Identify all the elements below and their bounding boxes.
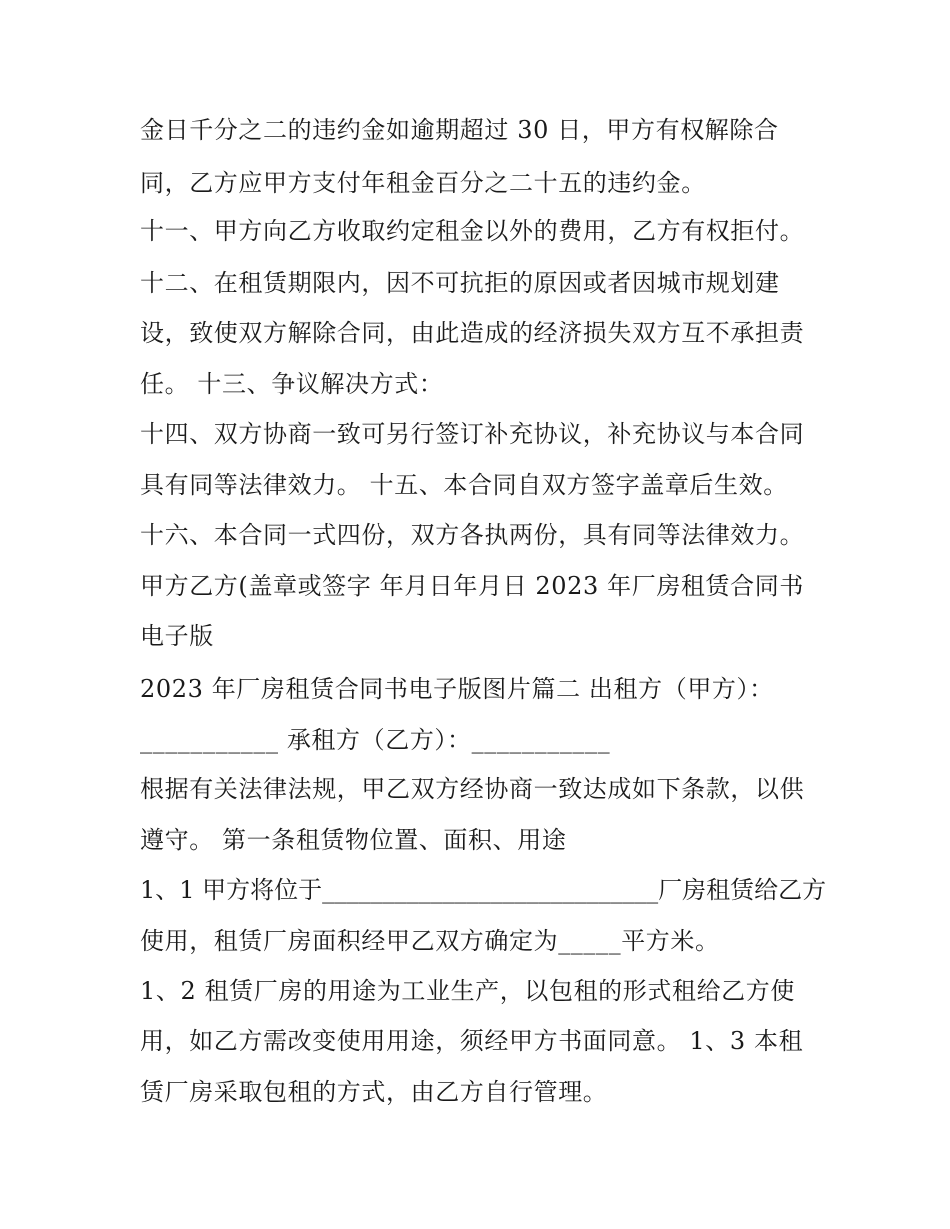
text-line: 赁厂房采取包租的方式，由乙方自行管理。 [140, 1078, 608, 1106]
text-line: 同，乙方应甲方支付年租金百分之二十五的违约金。 [140, 169, 706, 197]
text-line: 使用，租赁厂房面积经甲乙双方确定为_____平方米。 [140, 927, 720, 955]
text-line: 2023 年厂房租赁合同书电子版图片篇二 出租方（甲方）： [140, 675, 774, 703]
text-line: 设，致使双方解除合同，由此造成的经济损失双方互不承担责 [140, 319, 805, 347]
text-line: 根据有关法律法规，甲乙双方经协商一致达成如下条款，以供 [140, 775, 805, 803]
text-line: 十二、在租赁期限内，因不可抗拒的原因或者因城市规划建 [140, 269, 780, 297]
text-line: ___________ 承租方（乙方）：___________ [140, 726, 611, 754]
text-line: 1、1 甲方将位于____________________________厂房租赁给乙方 [140, 876, 827, 904]
text-line: 电子版 [140, 622, 214, 650]
text-line: 十六、本合同一式四份，双方各执两份，具有同等法律效力。 [140, 521, 805, 549]
text-line: 遵守。 第一条租赁物位置、面积、用途 [140, 826, 567, 854]
text-line: 金日千分之二的违约金如逾期超过 30 日，甲方有权解除合 [140, 116, 779, 144]
text-line: 用，如乙方需改变使用用途，须经甲方书面同意。 1、3 本租 [140, 1027, 804, 1055]
text-line: 任。 十三、争议解决方式： [140, 370, 444, 398]
text-line: 具有同等法律效力。 十五、本合同自双方签字盖章后生效。 [140, 471, 788, 499]
text-line: 1、2 租赁厂房的用途为工业生产，以包租的形式租给乙方使 [140, 977, 795, 1005]
text-line: 甲方乙方(盖章或签字 年月日年月日 2023 年厂房租赁合同书 [140, 572, 804, 600]
text-line: 十四、双方协商一致可另行签订补充协议，补充协议与本合同 [140, 420, 805, 448]
text-line: 十一、甲方向乙方收取约定租金以外的费用，乙方有权拒付。 [140, 217, 805, 245]
